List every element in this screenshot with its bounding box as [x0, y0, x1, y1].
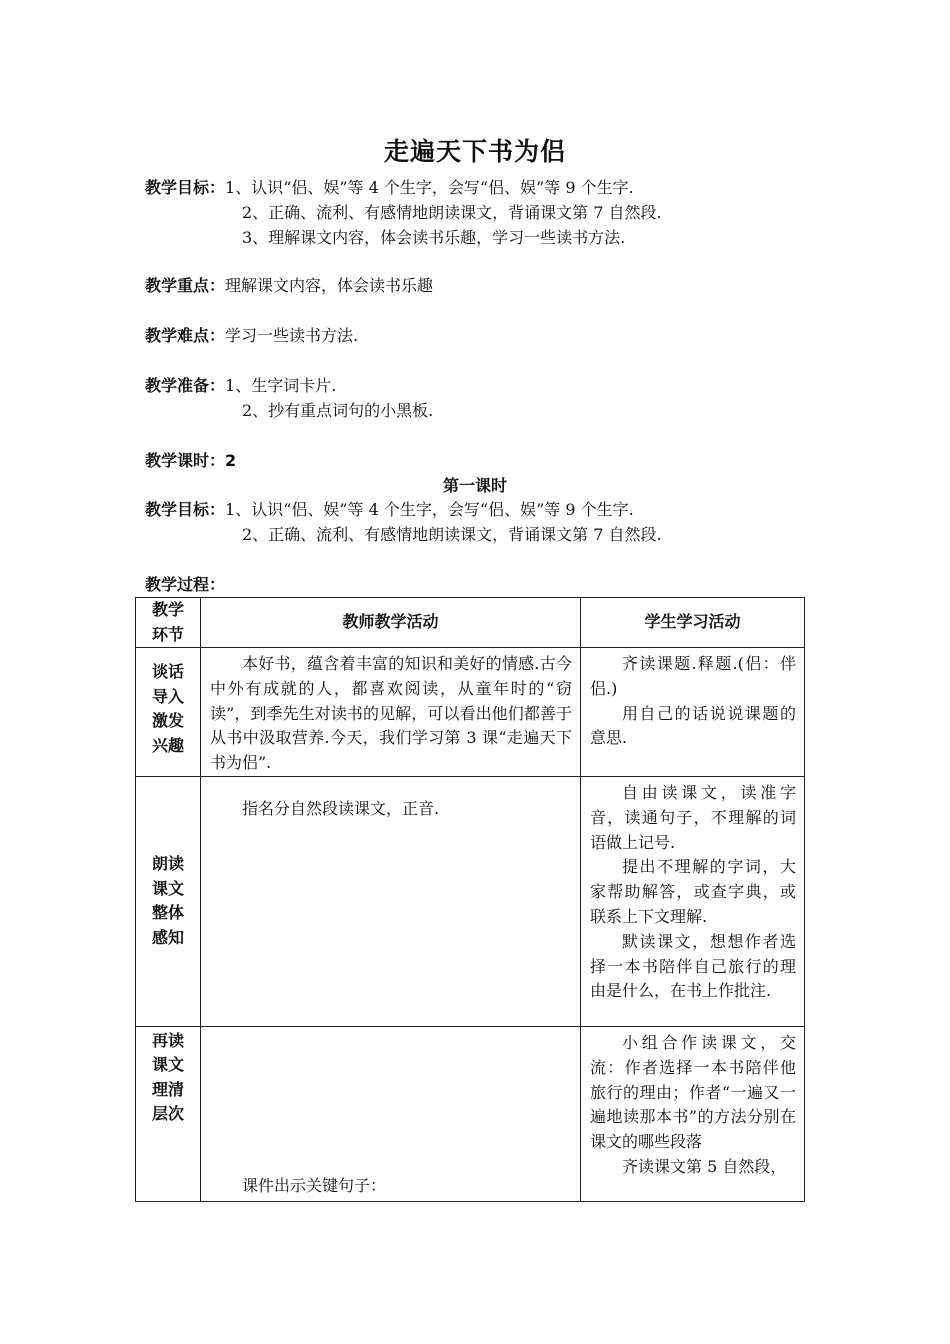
first-period-heading: 第一课时: [442, 476, 507, 495]
table-row: [136, 648, 805, 777]
objective-item: 2、正确、流利、有感情地朗读课文，背诵课文第 7 自然段.: [242, 203, 662, 222]
first-period-objective: 1、认识“侣、娱”等 4 个生字，会写“侣、娱”等 9 个生字.: [225, 500, 634, 519]
stage-cell: [136, 648, 201, 777]
teacher-activity: 课件出示关键句子：: [242, 1176, 387, 1196]
objective-item: 3、理解课文内容，体会读书乐趣，学习一些读书方法.: [242, 228, 626, 247]
stage-label: 再读课文理清层次: [151, 1030, 184, 1124]
periods-row: [145, 449, 236, 473]
student-activity: 提出不理解的字词，大家帮助解答，或查字典，或联系上下文理解.: [590, 857, 796, 926]
teacher-cell: [201, 648, 581, 777]
student-activity: 用自己的话说说课题的意思.: [590, 703, 796, 748]
student-activity: 自由读课文，读准字音，读通句子，不理解的词语做上记号.: [590, 782, 796, 852]
student-cell: [581, 648, 805, 777]
stage-label: 谈话导入激发兴趣: [151, 662, 184, 755]
objectives-row: [145, 176, 634, 200]
first-period-objectives-row: [145, 498, 634, 522]
periods-label: 教学课时：: [145, 451, 226, 470]
first-period-objective: 2、正确、流利、有感情地朗读课文，背诵课文第 7 自然段.: [242, 525, 662, 544]
difficulty-text: 学习一些读书方法.: [225, 326, 359, 345]
student-cell: [581, 776, 805, 1026]
periods-value: 2: [225, 451, 237, 470]
process-label: 教学过程：: [145, 575, 226, 594]
stage-label: 朗读课文整体感知: [151, 854, 184, 947]
stage-cell: [136, 1026, 201, 1201]
student-activity: 默读课文，想想作者选择一本书陪伴自己旅行的理由是什么，在书上作批注.: [590, 931, 796, 1001]
header-student: 学生学习活动: [581, 598, 805, 648]
page-title: 走遍天下书为侣: [383, 137, 566, 166]
preparation-row: [145, 374, 336, 398]
table-row: [136, 1026, 805, 1201]
focus-text: 理解课文内容，体会读书乐趣: [225, 276, 434, 295]
student-activity: 齐读课题.释题.(侣：伴侣.): [590, 654, 796, 698]
preparation-item: 1、生字词卡片.: [225, 376, 337, 395]
first-period-objectives-label: 教学目标：: [145, 500, 226, 519]
objectives-label: 教学目标：: [145, 178, 226, 197]
preparation-item: 2、抄有重点词句的小黑板.: [242, 401, 434, 420]
teacher-activity: 本好书，蕴含着丰富的知识和美好的情感.古今中外有成就的人，都喜欢阅读，从童年时的“窃读”，到季先生对读书的见解，可以看出他们都善于从书中汲取营养.今天，我们学习第 3 课“走遍天下书为侣”.: [210, 654, 572, 773]
preparation-label: 教学准备：: [145, 376, 226, 395]
focus-row: [145, 274, 433, 298]
header-stage: 教学环节: [136, 598, 201, 648]
focus-label: 教学重点：: [145, 276, 226, 295]
difficulty-row: [145, 324, 358, 348]
difficulty-label: 教学难点：: [145, 326, 226, 345]
student-activity: 齐读课文第 5 自然段，: [622, 1156, 787, 1176]
header-teacher: 教师教学活动: [201, 598, 581, 648]
stage-cell: [136, 776, 201, 1026]
student-cell: [581, 1026, 805, 1201]
teacher-cell: [201, 776, 581, 1026]
table-row: [136, 776, 805, 1026]
teacher-cell: [201, 1026, 581, 1201]
teacher-activity: 指名分自然段读课文，正音.: [242, 798, 440, 818]
student-activity: 小组合作读课文，交流：作者选择一本书陪伴他旅行的理由；作者“一遍又一遍地读那本书”的方法分别在课文的哪些段落: [590, 1032, 796, 1152]
table-header-row: [136, 598, 805, 648]
process-table: [135, 597, 805, 1202]
objective-item: 1、认识“侣、娱”等 4 个生字，会写“侣、娱”等 9 个生字.: [225, 178, 634, 197]
